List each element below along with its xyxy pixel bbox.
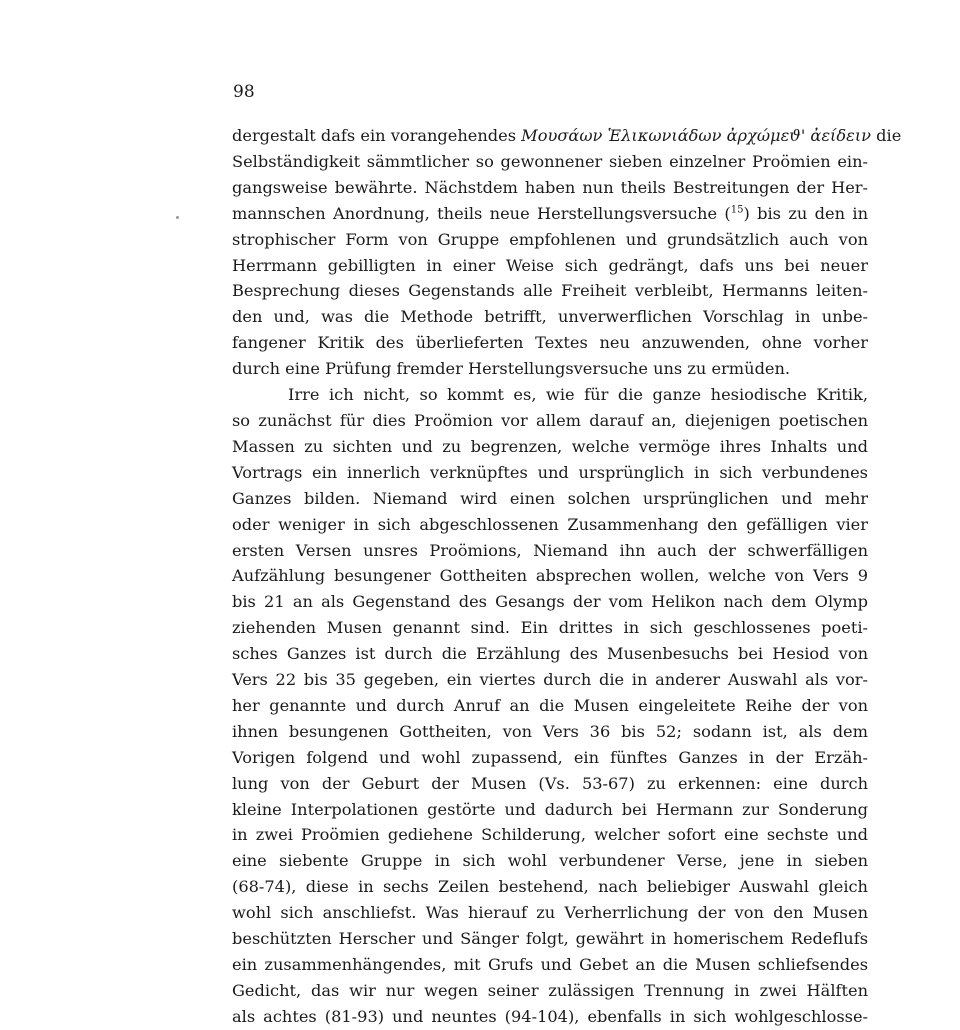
text-run: sches Ganzes ist durch die Erzählung des Musenbesuchs bei Hesiod von: [232, 644, 868, 664]
text-line: [232, 538, 868, 564]
text-run: Gedicht, das wir nur wegen seiner zulässigen Trennung in zwei Hälften: [232, 980, 868, 1000]
text-run: Aufzählung besungener Gottheiten absprechen wollen, welche von Vers 9: [232, 566, 868, 586]
text-run: her genannte und durch Anruf an die Musen eingeleitete Reihe der von: [232, 695, 868, 715]
text-line: [232, 382, 868, 408]
text-run: (68-74), diese in sechs Zeilen bestehend, nach beliebiger Auswahl gleich: [232, 877, 868, 897]
paragraph: [232, 382, 868, 1030]
text-line: [232, 978, 868, 1004]
text-line: [232, 822, 868, 848]
text-line: [232, 667, 868, 693]
text-run: Vers 22 bis 35 gegeben, ein viertes durch die in anderer Auswahl als vor-: [232, 670, 868, 690]
text-line: [232, 253, 868, 279]
text-line: [232, 278, 868, 304]
text-line: [232, 201, 868, 227]
text-line: [232, 848, 868, 874]
text-line: [232, 486, 868, 512]
text-run: wohl sich anschliefst. Was hierauf zu Verherrlichung der von den Musen: [232, 903, 868, 923]
text-line: [232, 615, 868, 641]
text-run: Selbständigkeit sämmtlicher so gewonnener sieben einzelner Proömien ein-: [232, 151, 868, 171]
text-run: oder weniger in sich abgeschlossenen Zusammenhang den gefälligen vier: [232, 514, 868, 534]
paragraph: [232, 123, 902, 382]
text-run: ihnen besungenen Gottheiten, von Vers 36 bis 52; sodann ist, als dem: [232, 721, 868, 741]
text-run: Massen zu sichten und zu begrenzen, welche vermöge ihres Inhalts und: [232, 436, 868, 456]
text-run: Besprechung dieses Gegenstands alle Freiheit verbleibt, Hermanns leiten-: [232, 281, 868, 301]
text-line: [232, 1004, 868, 1030]
text-run: lung von der Geburt der Musen (Vs. 53-67) zu erkennen: eine durch: [232, 773, 868, 793]
text-run: beschützten Herscher und Sänger folgt, gewährt in homerischem Redeflufs: [232, 929, 868, 949]
text-run: eine siebente Gruppe in sich wohl verbundener Verse, jene in sieben: [232, 851, 868, 871]
text-run: so zunächst für dies Proömion vor allem darauf an, diejenigen poetischen: [232, 410, 868, 430]
text-line: [232, 149, 868, 175]
text-run: ) bis zu den in: [743, 203, 869, 223]
text-run: dergestalt dafs ein vorangehendes: [232, 126, 522, 145]
text-line: [232, 745, 868, 771]
text-run: Vorigen folgend und wohl zupassend, ein fünftes Ganzes in der Erzäh-: [232, 747, 868, 767]
text-run: kleine Interpolationen gestörte und dadurch bei Hermann zur Sonderung: [232, 799, 868, 819]
text-line: [232, 693, 868, 719]
text-run: Vortrags ein innerlich verknüpftes und ursprünglich in sich verbundenes: [232, 462, 868, 482]
text-line: [232, 589, 868, 615]
text-line: [232, 512, 868, 538]
text-line: [232, 356, 868, 382]
text-run: Herrmann gebilligten in einer Weise sich gedrängt, dafs uns bei neuer: [232, 255, 868, 275]
text-line: [232, 926, 868, 952]
text-line: [232, 330, 868, 356]
text-line: [232, 900, 868, 926]
text-line: [232, 563, 868, 589]
text-run: Ganzes bilden. Niemand wird einen solchen ursprünglichen und mehr: [232, 488, 868, 508]
text-line: [232, 797, 868, 823]
text-line: [232, 227, 868, 253]
text-run: mannschen Anordnung, theils neue Herstellungsversuche (: [232, 203, 731, 223]
text-line: [232, 771, 868, 797]
text-run: bis 21 an als Gegenstand des Gesangs der vom Helikon nach dem Olymp: [232, 592, 868, 612]
text-run: fangener Kritik des überlieferten Textes neu anzuwenden, ohne vorher: [232, 333, 868, 353]
text-line: [232, 460, 868, 486]
text-line: [232, 719, 868, 745]
text-line: [232, 952, 868, 978]
text-run: strophischer Form von Gruppe empfohlenen und grundsätzlich auch von: [232, 229, 868, 249]
text-run: ein zusammenhängendes, mit Grufs und Gebet an die Musen schliefsendes: [232, 955, 868, 974]
body-text: [232, 123, 902, 1030]
text-run: ziehenden Musen genannt sind. Ein drittes in sich geschlossenes poeti-: [232, 618, 868, 638]
text-line: [232, 123, 902, 149]
text-run: den und, was die Methode betrifft, unverwerflichen Vorschlag in unbe-: [232, 307, 868, 327]
text-run: in zwei Proömien gediehene Schilderung, welcher sofort eine sechste und: [232, 825, 868, 845]
greek-quote: Μουσάων Ἑλικωνιάδων ἀρχώμεϑ' ἀείδειν: [521, 126, 872, 145]
text-line: [232, 304, 868, 330]
text-run: Irre ich nicht, so kommt es, wie für die ganze hesiodische Kritik,: [288, 385, 868, 405]
page-number: 98: [233, 82, 255, 102]
footnote-ref: 15: [730, 204, 744, 216]
text-run: durch eine Prüfung fremder Herstellungsversuche uns zu ermüden.: [232, 359, 791, 379]
text-line: [232, 434, 868, 460]
scan-speck: [176, 216, 179, 219]
text-run: die: [871, 126, 902, 145]
text-run: ersten Versen unsres Proömions, Niemand ihn auch der schwerfälligen: [232, 540, 868, 560]
text-line: [232, 641, 868, 667]
text-line: [232, 175, 868, 201]
text-run: gangsweise bewährte. Nächstdem haben nun theils Bestreitungen der Her-: [232, 177, 868, 197]
text-run: als achtes (81-93) und neuntes (94-104), ebenfalls in sich wohlgeschlosse-: [232, 1006, 868, 1026]
text-line: [232, 408, 868, 434]
text-line: [232, 874, 868, 900]
